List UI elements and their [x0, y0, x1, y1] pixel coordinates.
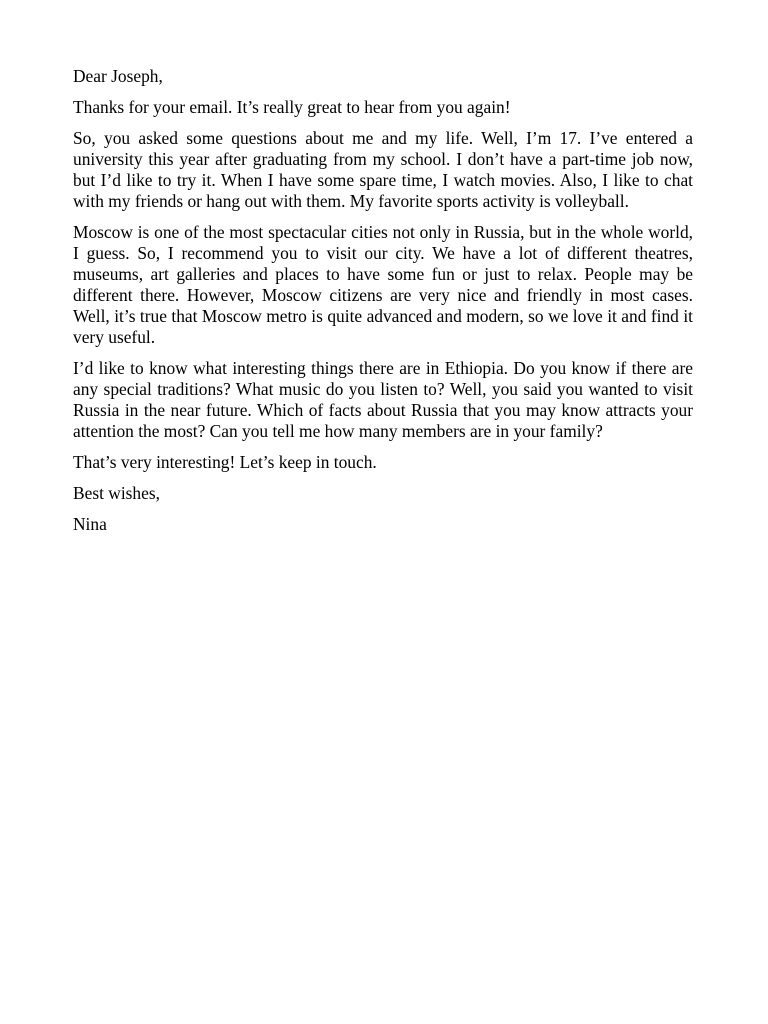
letter-paragraph-moscow: Moscow is one of the most spectacular cities not only in Russia, but in the whole world, I guess. So, I recommend you to visit our city. We have a lot of different theatres, museums, art galleries and places to have some fun or just to relax. People may be different there. However, Moscow citizens are very nice and friendly in most cases. Well, it’s true that Moscow metro is quite advanced and modern, so we love it and find it very useful.	[73, 222, 693, 347]
letter-paragraph-questions: I’d like to know what interesting things there are in Ethiopia. Do you know if there are any special traditions? What music do you listen to? Well, you said you wanted to visit Russia in the near future. Which of facts about Russia that you may know attracts your attention the most? Can you tell me how many members are in your family?	[73, 358, 693, 441]
letter-page	[73, 66, 693, 545]
letter-paragraph-about-me: So, you asked some questions about me and my life. Well, I’m 17. I’ve entered a university this year after graduating from my school. I don’t have a part-time job now, but I’d like to try it. When I have some spare time, I watch movies. Also, I like to chat with my friends or hang out with them. My favorite sports activity is volleyball.	[73, 128, 693, 211]
letter-signature: Nina	[73, 514, 107, 534]
letter-closing: Best wishes,	[73, 483, 160, 503]
letter-paragraph-keep-in-touch: That’s very interesting! Let’s keep in touch.	[73, 452, 377, 472]
letter-paragraph-thanks: Thanks for your email. It’s really great to hear from you again!	[73, 97, 511, 117]
letter-greeting: Dear Joseph,	[73, 66, 163, 86]
